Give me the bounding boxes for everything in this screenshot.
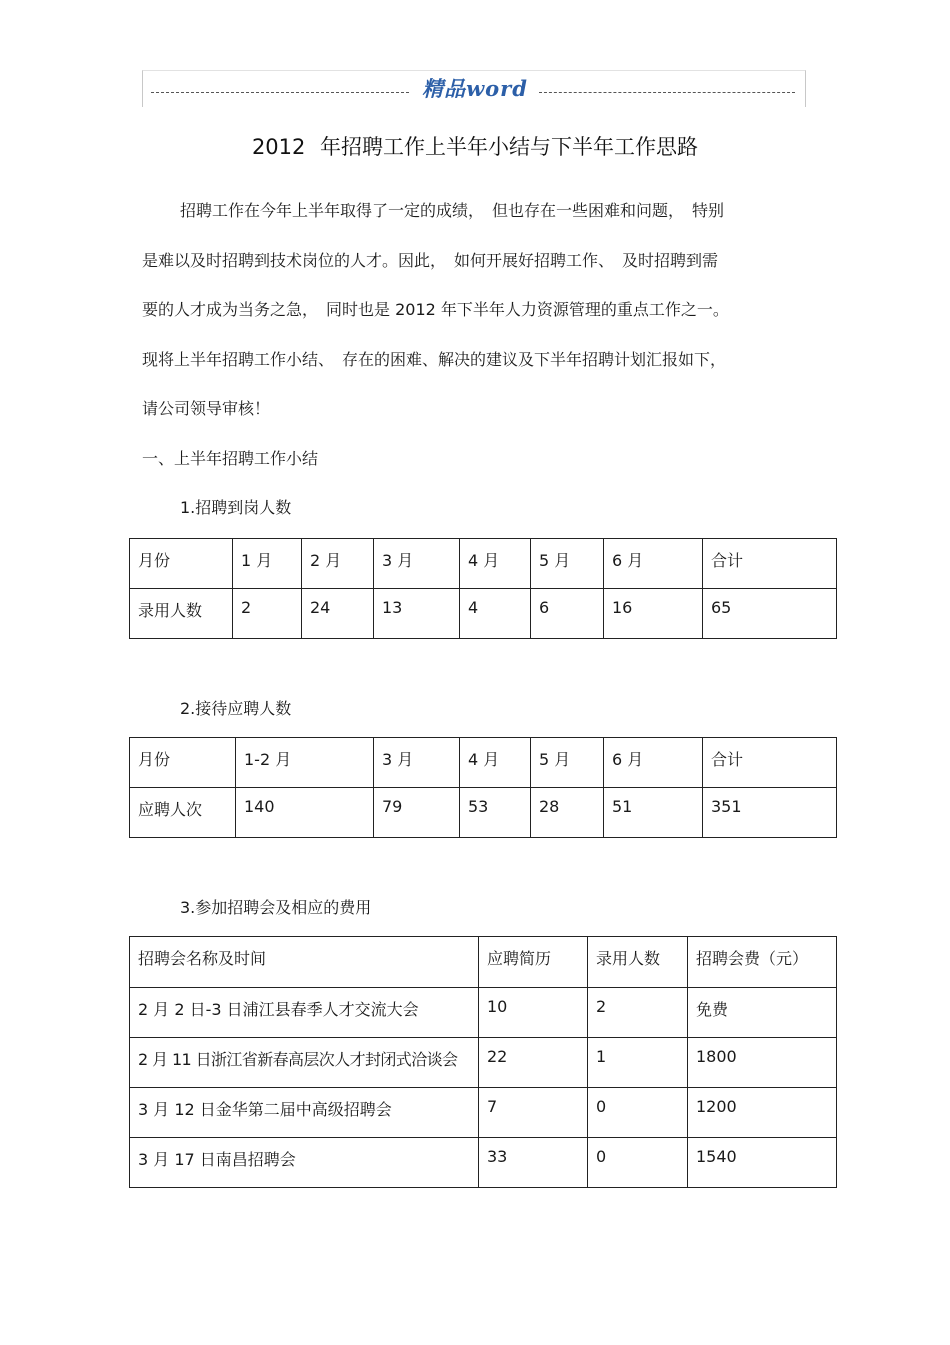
- table-cell: 合计: [703, 738, 837, 788]
- table-cell: 2: [588, 988, 688, 1038]
- table-cell: 10: [479, 988, 588, 1038]
- table-row: [130, 589, 837, 639]
- header-dashed-rule-left: [151, 92, 409, 93]
- section-heading: 一、上半年招聘工作小结: [142, 449, 319, 468]
- table-cell: 招聘会名称及时间: [130, 937, 479, 988]
- table-cell: 1540: [688, 1138, 837, 1188]
- table-header-row: [130, 937, 837, 988]
- table-cell: 2 月 11 日浙江省新春高层次人才封闭式洽谈会: [130, 1038, 479, 1088]
- table-row: [130, 1088, 837, 1138]
- table-cell: 月份: [130, 539, 233, 589]
- table-cell: 月份: [130, 738, 236, 788]
- table-cell: 录用人数: [588, 937, 688, 988]
- table-cell: 3 月: [374, 738, 460, 788]
- table-cell: 免费: [688, 988, 837, 1038]
- table-cell: 3 月 12 日金华第二届中高级招聘会: [130, 1088, 479, 1138]
- table-cell: 4 月: [460, 539, 531, 589]
- table-cell: 51: [604, 788, 703, 838]
- table-header-row: [130, 738, 837, 788]
- intro-line: 请公司领导审核！: [142, 399, 271, 418]
- intro-line: 是难以及时招聘到技术岗位的人才。因此， 如何开展好招聘工作、 及时招聘到需: [142, 250, 719, 270]
- table-cell: 28: [531, 788, 604, 838]
- table-cell: 6: [531, 589, 604, 639]
- table-cell: 16: [604, 589, 703, 639]
- table-row: [130, 988, 837, 1038]
- table-cell: 22: [479, 1038, 588, 1088]
- table-cell: 13: [374, 589, 460, 639]
- intro-line: 要的人才成为当务之急， 同时也是 2012 年下半年人力资源管理的重点工作之一。: [142, 300, 729, 319]
- table-cell: 录用人数: [130, 589, 233, 639]
- table-cell: 4 月: [460, 738, 531, 788]
- intro-line: 现将上半年招聘工作小结、 存在的困难、解决的建议及下半年招聘计划汇报如下，: [142, 349, 727, 369]
- table-cell: 应聘简历: [479, 937, 588, 988]
- job-fairs-table: [129, 936, 837, 1188]
- table-cell: 7: [479, 1088, 588, 1138]
- intro-line: 招聘工作在今年上半年取得了一定的成绩， 但也存在一些困难和问题， 特别: [180, 201, 725, 220]
- table-cell: 0: [588, 1088, 688, 1138]
- subsection-heading-hires: 1.招聘到岗人数: [180, 498, 292, 517]
- table-row: [130, 1138, 837, 1188]
- subsection-heading-job-fairs: 3.参加招聘会及相应的费用: [180, 898, 372, 917]
- table-cell: 4: [460, 589, 531, 639]
- table-cell: 2: [233, 589, 302, 639]
- table-cell: 1 月: [233, 539, 302, 589]
- table-cell: 合计: [703, 539, 837, 589]
- table-cell: 5 月: [531, 539, 604, 589]
- header-dashed-rule-right: [539, 92, 795, 93]
- table-cell: 招聘会费（元）: [688, 937, 837, 988]
- table-cell: 5 月: [531, 738, 604, 788]
- subsection-heading-applicants: 2.接待应聘人数: [180, 699, 292, 718]
- table-cell: 1800: [688, 1038, 837, 1088]
- table-row: [130, 788, 837, 838]
- document-title: 2012 年招聘工作上半年小结与下半年工作思路: [251, 135, 699, 159]
- table-row: [130, 1038, 837, 1088]
- table-cell: 351: [703, 788, 837, 838]
- table-cell: 2 月: [302, 539, 374, 589]
- table-cell: 1-2 月: [236, 738, 374, 788]
- table-cell: 1: [588, 1038, 688, 1088]
- table-cell: 24: [302, 589, 374, 639]
- table-cell: 1200: [688, 1088, 837, 1138]
- table-cell: 6 月: [604, 539, 703, 589]
- table-cell: 140: [236, 788, 374, 838]
- table-cell: 6 月: [604, 738, 703, 788]
- table-cell: 79: [374, 788, 460, 838]
- table-cell: 3 月: [374, 539, 460, 589]
- table-cell: 2 月 2 日-3 日浦江县春季人才交流大会: [130, 988, 479, 1038]
- header-logo: 精品word: [422, 76, 528, 101]
- table-cell: 53: [460, 788, 531, 838]
- page-header: [142, 70, 806, 107]
- table-cell: 3 月 17 日南昌招聘会: [130, 1138, 479, 1188]
- intro-paragraph: [142, 186, 822, 434]
- table-cell: 应聘人次: [130, 788, 236, 838]
- table-header-row: [130, 539, 837, 589]
- table-cell: 0: [588, 1138, 688, 1188]
- table-cell: 65: [703, 589, 837, 639]
- table-cell: 33: [479, 1138, 588, 1188]
- hires-table: [129, 538, 837, 639]
- applicants-table: [129, 737, 837, 838]
